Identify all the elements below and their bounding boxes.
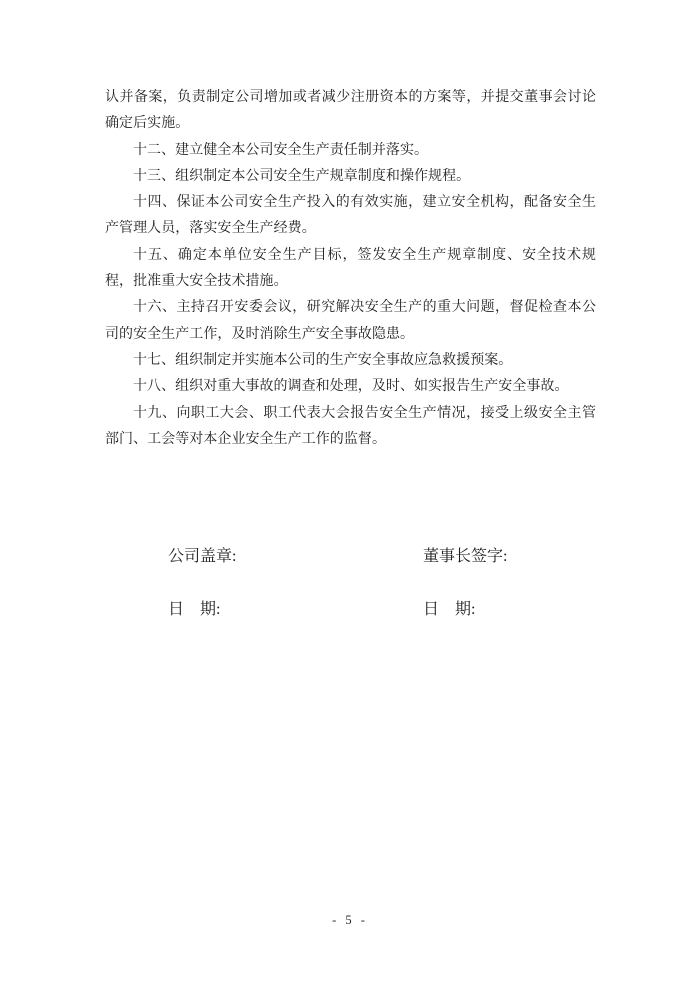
paragraph-item-19: 十九、向职工大会、职工代表大会报告安全生产情况，接受上级安全主管部门、工会等对本企业安全生产工作的监督。 — [105, 405, 596, 447]
chairman-signature-label: 董事长签字: — [423, 548, 508, 565]
paragraph-item-13: 十三、组织制定本公司安全生产规章制度和操作规程。 — [133, 168, 471, 184]
company-seal-label: 公司盖章: — [168, 548, 237, 565]
signature-row-seal — [105, 544, 596, 570]
signature-row-date — [105, 597, 596, 623]
paragraph-item-15: 十五、确定本单位安全生产目标，签发安全生产规章制度、安全技术规程，批准重大安全技术措施。 — [105, 247, 596, 290]
paragraph-continuation: 认并备案，负责制定公司增加或者减少注册资本的方案等，并提交董事会讨论确定后实施。 — [105, 90, 596, 132]
paragraph-item-16: 十六、主持召开安委会议，研究解决安全生产的重大问题，督促检查本公司的安全生产工作，及时消除生产安全事故隐患。 — [105, 300, 596, 342]
paragraph-item-17: 十七、组织制定并实施本公司的生产安全事故应急救援预案。 — [133, 352, 513, 368]
signature-block — [105, 544, 596, 623]
paragraph-item-12: 十二、建立健全本公司安全生产责任制并落实。 — [133, 142, 429, 158]
date-label-right: 日 期: — [423, 601, 476, 618]
page-number: - 5 - — [332, 913, 368, 927]
date-label-left: 日 期: — [168, 601, 221, 618]
paragraph-item-18: 十八、组织对重大事故的调查和处理，及时、如实报告生产安全事故。 — [133, 379, 569, 395]
document-body — [105, 85, 596, 453]
paragraph-item-14: 十四、保证本公司安全生产投入的有效实施，建立安全机构，配备安全生产管理人员，落实安全生产经费。 — [105, 195, 596, 237]
